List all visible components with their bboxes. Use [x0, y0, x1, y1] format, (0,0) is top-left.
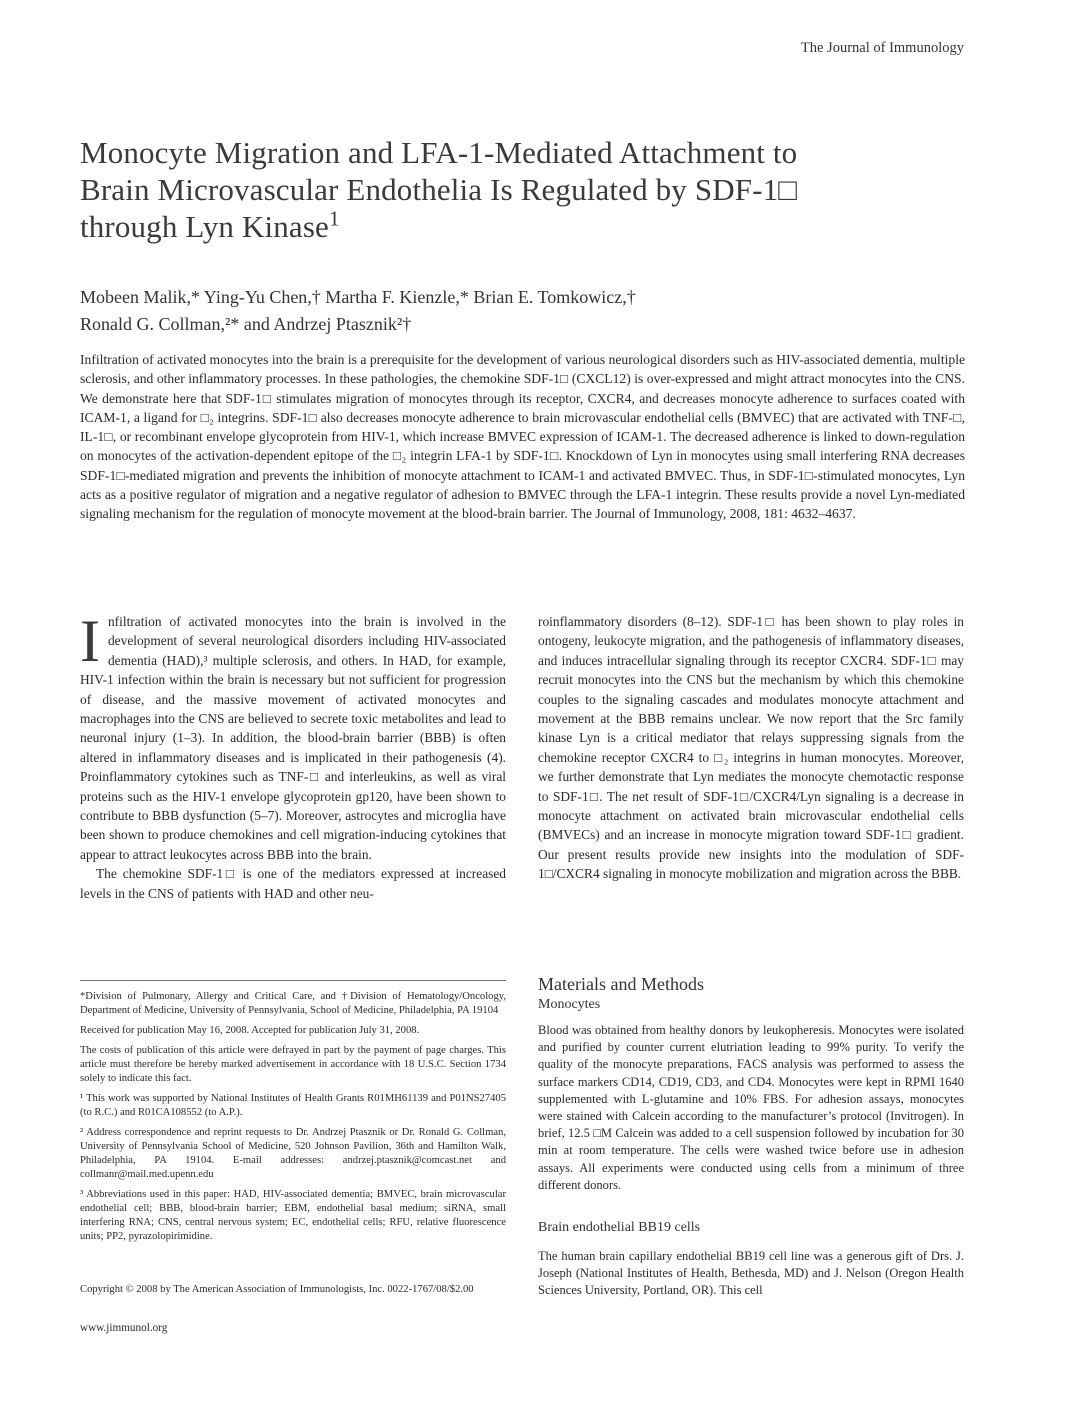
- title-footnote-mark: 1: [328, 206, 340, 231]
- subsection-heading-bb19: Brain endothelial BB19 cells: [538, 1220, 701, 1235]
- footnote-1: ¹ This work was supported by National Institutes of Health Grants R01MH61139 and P01NS27405 (to R.C.) and R01CA108552 (to A.P.).: [80, 1093, 506, 1118]
- title-line-2: Brain Microvascular Endothelia Is Regulated by SDF-1□: [80, 172, 798, 207]
- footnote-affiliations: *Division of Pulmonary, Allergy and Critical Care, and †Division of Hematology/Oncology, Department of Medicine, University of Pennsylvania, School of Medicine, Philadelphia, PA 19104: [80, 991, 506, 1016]
- title-line-1: Monocyte Migration and LFA-1-Mediated Attachment to: [80, 135, 798, 170]
- intro-paragraph-3: roinflammatory disorders (8–12). SDF-1□ has been shown to play roles in ontogeny, leukocyte migration, and the pathogenesis of inflammatory diseases, and induces intracellular signaling through its receptor CXCR4. SDF-1□ may recruit monocytes into the CNS but the mechanism by which this chemokine couples to the signaling cascades and modulates monocyte attachment and movement at the BBB remains unclear. We now report that the Src family kinase Lyn is a critical mediator that relays suppressing signals from the chemokine receptor CXCR4 to □₂ integrins in human monocytes. Moreover, we further demonstrate that Lyn mediates the monocyte chemotactic response to SDF-1□. The net result of SDF-1□/CXCR4/Lyn signaling is a decrease in monocyte attachment on activated brain microvascular endothelial cells (BMVECs) and an increase in monocyte migration toward SDF-1□ gradient. Our present results provide new insights into the modulation of SDF-1□/CXCR4 signaling in monocyte mobilization and migration across the BBB.: [538, 614, 964, 882]
- drop-cap: I: [80, 608, 100, 674]
- article-title: [80, 134, 960, 245]
- copyright-line: Copyright © 2008 by The American Association of Immunologists, Inc. 0022-1767/08/$2.00: [80, 1284, 474, 1295]
- section-heading-methods: Materials and Methods: [538, 974, 704, 994]
- footnote-received: Received for publication May 16, 2008. Accepted for publication July 31, 2008.: [80, 1025, 420, 1036]
- intro-paragraph-2: The chemokine SDF-1□ is one of the mediators expressed at increased levels in the CNS of patients with HAD and other neu-: [80, 866, 506, 901]
- author-list: [80, 284, 980, 338]
- journal-name: The Journal of Immunology: [800, 40, 964, 56]
- journal-website-link[interactable]: www.jimmunol.org: [80, 1322, 168, 1334]
- monocytes-paragraph: Blood was obtained from healthy donors by leukopheresis. Monocytes were isolated and purified by counter current elutriation leading to 99% purity. To verify the quality of the monocyte preparations, FACS analysis was performed to assess the surface markers CD14, CD19, CD3, and CD4. Monocytes were kept in RPMI 1640 supplemented with L-glutamine and 10% FBS. For adhesion assays, monocytes were stained with Calcein according to the manufacturer’s protocol (Invitrogen). In brief, 12.5 □M Calcein was added to a cell suspension followed by incubation for 30 min at room temperature. The cells were washed twice before use in adhesion assays. All experiments were conducted using cells from a minimum of three different donors.: [538, 1023, 964, 1192]
- footnotes: [80, 990, 506, 1250]
- body-column-right: [538, 612, 964, 884]
- subsection-heading-monocytes: Monocytes: [538, 997, 601, 1012]
- bb19-paragraph: The human brain capillary endothelial BB19 cell line was a generous gift of Drs. J. Joseph (National Institutes of Health, Bethesda, MD) and J. Nelson (Oregon Health Sciences University, Portland, OR). This cell: [538, 1249, 964, 1298]
- authors-line-1: Mobeen Malik,* Ying-Yu Chen,† Martha F. Kienzle,* Brian E. Tomkowicz,†: [80, 287, 636, 307]
- footnote-2: ² Address correspondence and reprint requests to Dr. Andrzej Ptasznik or Dr. Ronald G. Collman, University of Pennsylvania School of Medicine, 520 Johnson Pavilion, 36th and Hamilton Walk, Philadelphia, PA 19104. E-mail addresses: andrzej.ptasznik@comcast.net and collmanr@mail.med.upenn.edu: [80, 1127, 506, 1180]
- intro-paragraph-1-text: nfiltration of activated monocytes into the brain is involved in the development of several neurological disorders including HIV-associated dementia (HAD),³ multiple sclerosis, and others. In HAD, for example, HIV-1 infection within the brain is necessary but not sufficient for progression of disease, and the massive movement of activated monocytes and macrophages into the CNS are believed to secrete toxic metabolites and lead to neuronal injury (1–3). In addition, the blood-brain barrier (BBB) is often altered in inflammatory diseases and is implicated in their pathogenesis (4). Proinflammatory cytokines such as TNF-□ and interleukins, as well as viral proteins such as the HIV-1 envelope glycoprotein gp120, have been shown to contribute to BBB dysfunction (5–7). Moreover, astrocytes and microglia have been shown to produce chemokines and cell migration-inducing cytokines that appear to attract leukocytes across BBB into the brain.: [80, 614, 506, 862]
- footnote-divider: [80, 980, 506, 981]
- body-column-left: [80, 608, 506, 903]
- authors-line-2: Ronald G. Collman,²* and Andrzej Ptasznik²†: [80, 314, 412, 334]
- title-line-3: through Lyn Kinase: [80, 209, 329, 244]
- abstract: Infiltration of activated monocytes into the brain is a prerequisite for the development of various neurological disorders such as HIV-associated dementia, multiple sclerosis, and other inflammatory processes. In these pathologies, the chemokine SDF-1□ (CXCL12) is over-expressed and might attract monocytes into the CNS. We demonstrate here that SDF-1□ stimulates migration of monocytes through its receptor, CXCR4, and decreases monocyte adherence to surfaces coated with ICAM-1, a ligand for □₂ integrins. SDF-1□ also decreases monocyte adherence to brain microvascular endothelial cells (BMVEC) that are activated with TNF-□, IL-1□, or recombinant envelope glycoprotein from HIV-1, which increase BMVEC expression of ICAM-1. The decreased adherence is linked to down-regulation on monocytes of the activation-dependent epitope of the □₂ integrin LFA-1 by SDF-1□. Knockdown of Lyn in monocytes using small interfering RNA decreases SDF-1□-mediated migration and prevents the inhibition of monocyte attachment to ICAM-1 and activated BMVEC. Thus, in SDF-1□-stimulated monocytes, Lyn acts as a positive regulator of migration and a negative regulator of adhesion to BMVEC through the LFA-1 integrin. These results provide a novel Lyn-mediated signaling mechanism for the regulation of monocyte movement at the blood-brain barrier. The Journal of Immunology, 2008, 181: 4632–4637.: [80, 352, 965, 522]
- footnote-costs: The costs of publication of this article were defrayed in part by the payment of page charges. This article must therefore be hereby marked advertisement in accordance with 18 U.S.C. Section 1734 solely to indicate this fact.: [80, 1045, 506, 1084]
- footnote-3: ³ Abbreviations used in this paper: HAD, HIV-associated dementia; BMVEC, brain microvascular endothelial cell; BBB, blood-brain barrier; EBM, endothelial basal medium; siRNA, small interfering RNA; CNS, central nervous system; EC, endothelial cells; RFU, relative fluorescence units; PP2, pyrazolopirimidine.: [80, 1189, 506, 1242]
- intro-paragraph-1: [80, 608, 506, 864]
